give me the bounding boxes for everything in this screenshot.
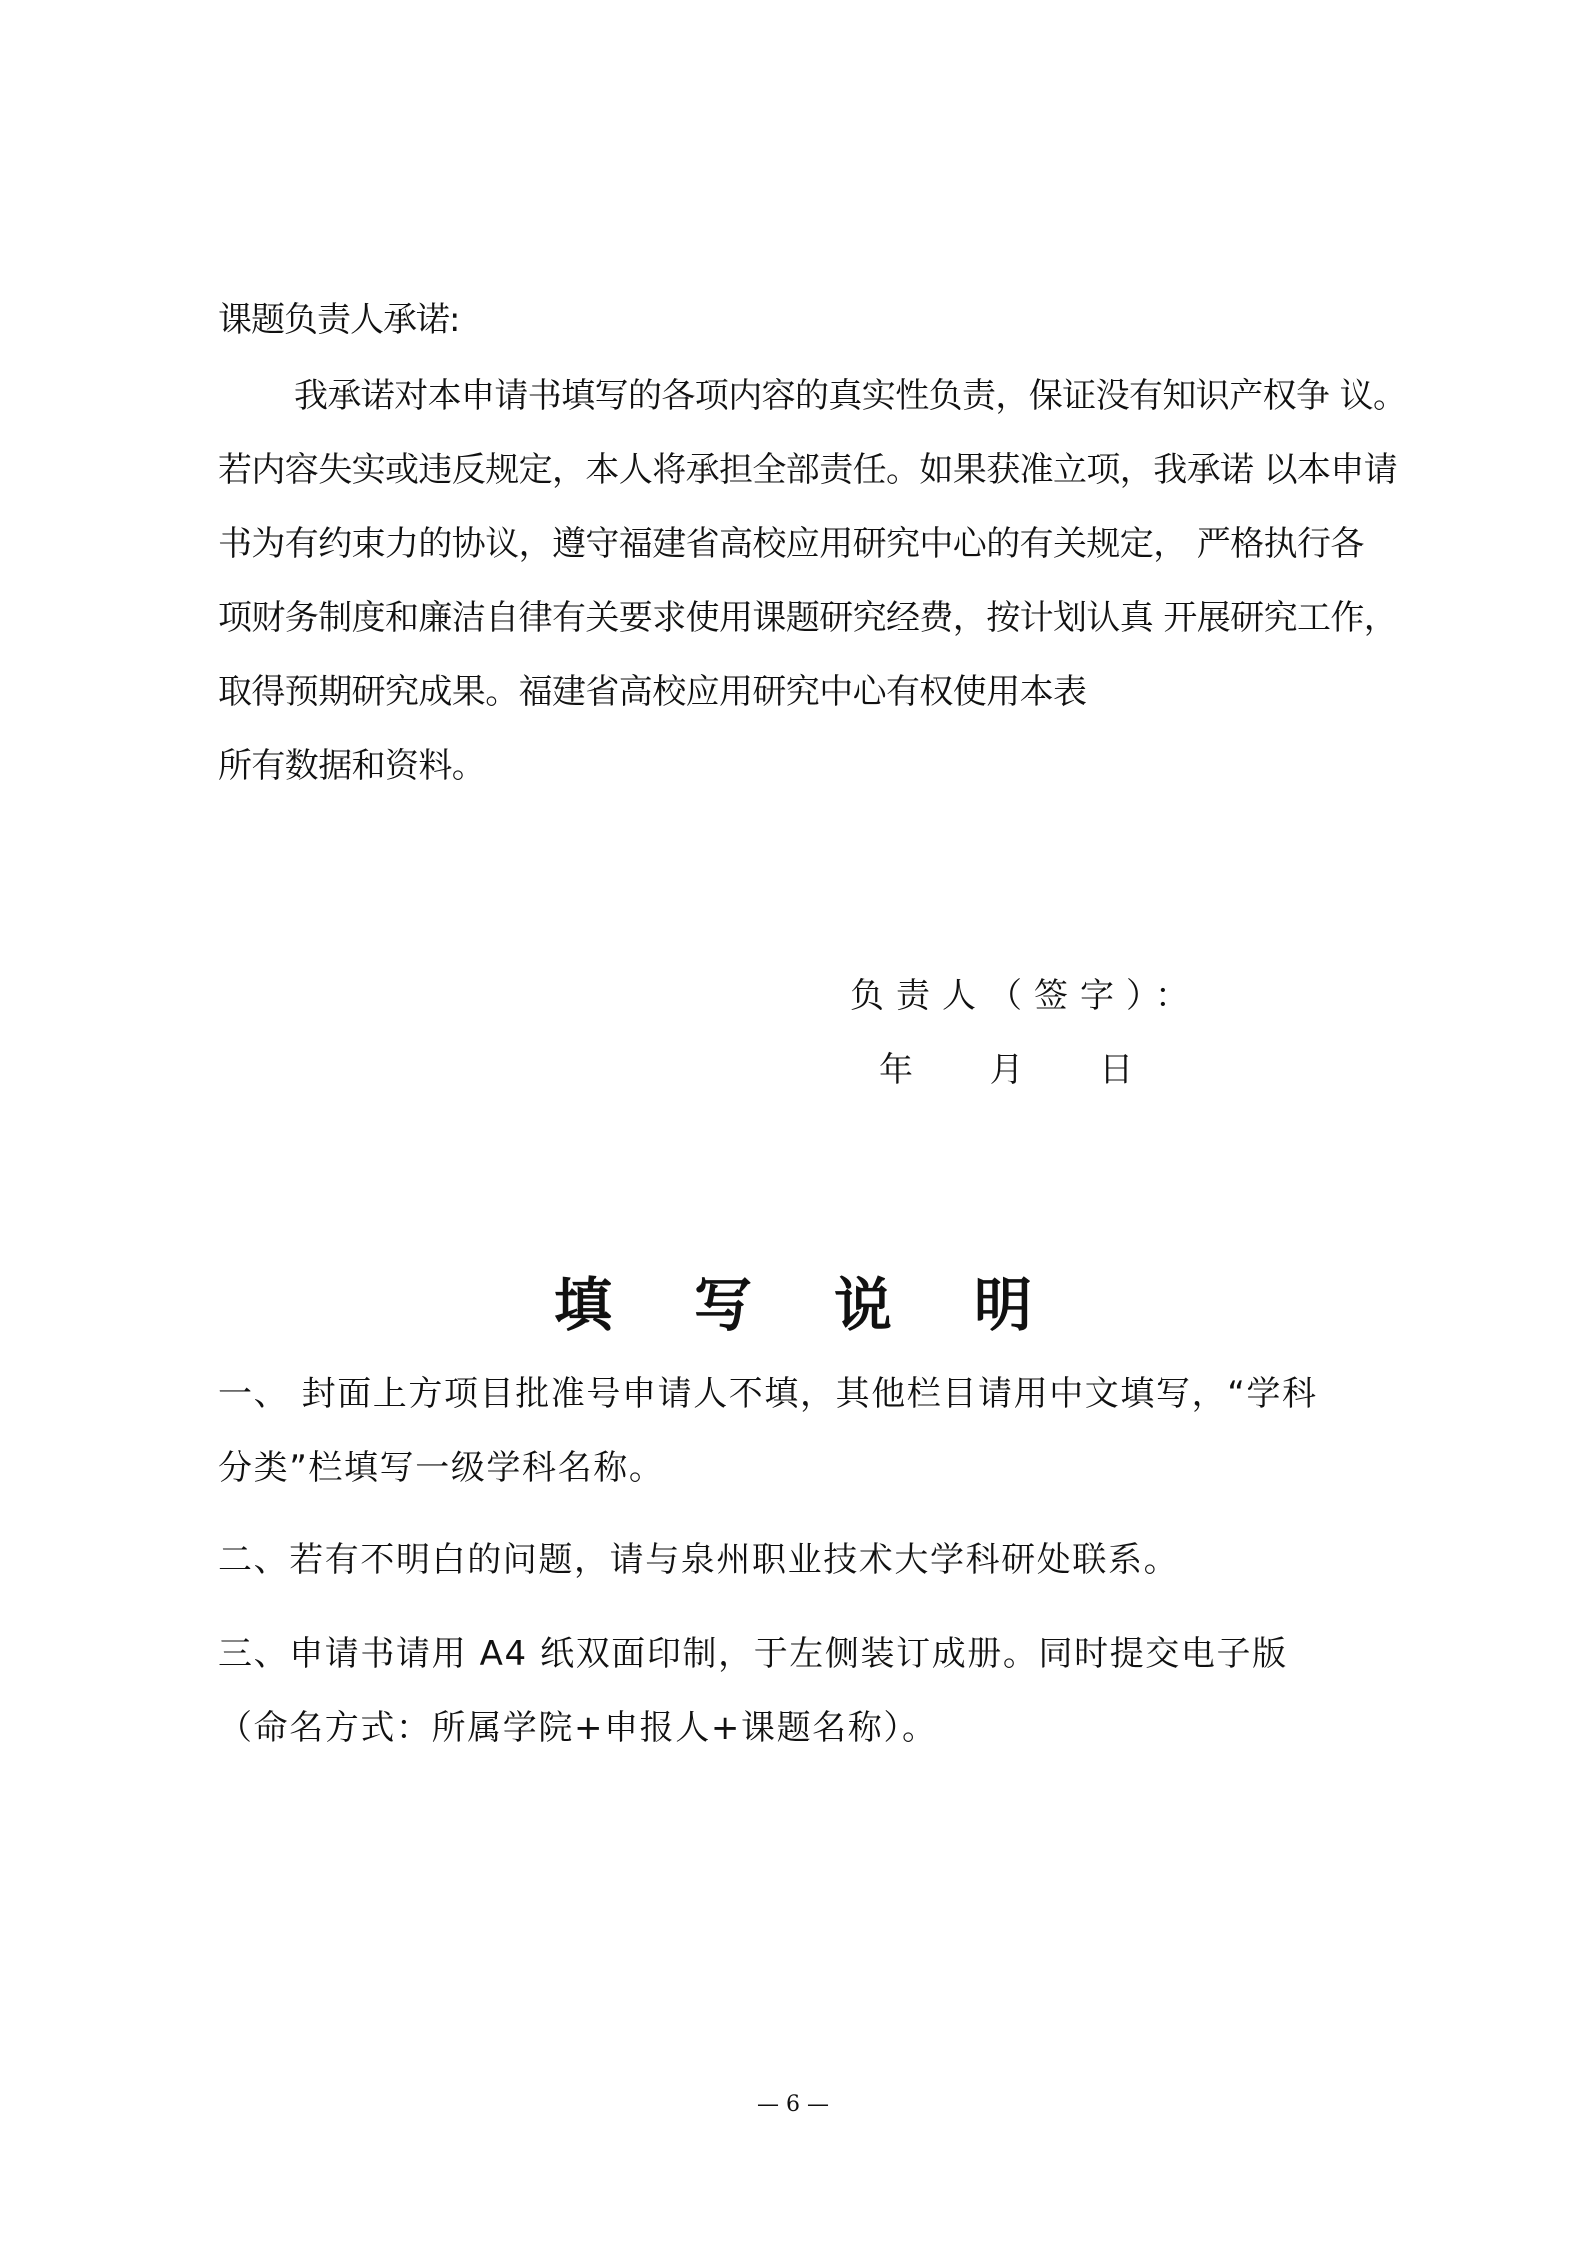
pledge-title: 课题负责人承诺: (218, 300, 460, 340)
instructions-title: 填写说明 (553, 1271, 1114, 1339)
pledge-line: 项财务制度和廉洁自律有关要求使用课题研究经费，按计划认真 开展研究工作， (218, 598, 1398, 638)
date-day: 日 (1099, 1050, 1134, 1090)
date-year: 年 (879, 1050, 913, 1090)
instruction-line: 三、申请书请用 A4 纸双面印制，于左侧装订成册。同时提交电子版 (218, 1634, 1288, 1674)
pledge-line: 书为有约束力的协议，遵守福建省高校应用研究中心的有关规定， 严格执行各 (218, 524, 1364, 564)
instruction-line: 分类”栏填写一级学科名称。 (218, 1448, 665, 1488)
instruction-line: （命名方式：所属学院+申报人+课题名称）。 (218, 1708, 938, 1748)
pledge-line: 我承诺对本申请书填写的各项内容的真实性负责，保证没有知识产权争 议。 (294, 376, 1407, 416)
date-month: 月 (989, 1050, 1024, 1090)
pledge-line: 所有数据和资料。 (218, 746, 486, 786)
instruction-line: 一、 封面上方项目批准号申请人不填，其他栏目请用中文填写，“学科 (218, 1374, 1318, 1414)
pledge-line: 取得预期研究成果。福建省高校应用研究中心有权使用本表 (218, 672, 1087, 712)
signature-date (879, 1050, 1133, 1090)
page-number: — 6 — (757, 2092, 829, 2117)
pledge-line: 若内容失实或违反规定，本人将承担全部责任。如果获准立项，我承诺 以本申请 (218, 450, 1398, 490)
instruction-line: 二、若有不明白的问题，请与泉州职业技术大学科研处联系。 (218, 1540, 1180, 1580)
signature-label: 负责人（签字）： (850, 976, 1201, 1016)
